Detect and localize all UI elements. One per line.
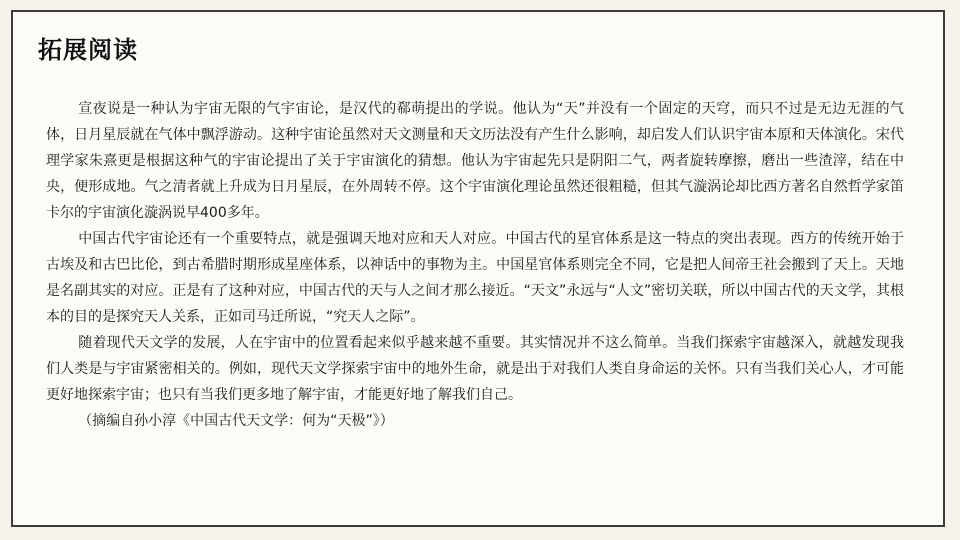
paragraph-2: 中国古代宇宙论还有一个重要特点，就是强调天地对应和天人对应。中国古代的星官体系是这一特点的突出表现。西方的传统开始于古埃及和古巴比伦，到古希腊时期形成星座体系，以神话中的事物为主。中国星官体系则完全不同，它是把人间帝王社会搬到了天上。天地是名副其实的对应。正是有了这种对应，中国古代的天与人之间才那么接近。“天文”永远与“人文”密切关联，所以中国古代的天文学，其根本的目的是探究天人关系，正如司马迁所说，“究天人之际”。 <box>46 231 904 325</box>
paragraph-3: 随着现代天文学的发展，人在宇宙中的位置看起来似乎越来越不重要。其实情况并不这么简单。当我们探索宇宙越深入，就越发现我们人类是与宇宙紧密相关的。例如，现代天文学探索宇宙中的地外生命，就是出于对我们人类自身命运的关怀。只有当我们关心人，才可能更好地探索宇宙；也只有当我们更多地了解宇宙，才能更好地了解我们自己。 <box>46 335 904 403</box>
reading-passage <box>46 96 904 434</box>
paragraph-1: 宣夜说是一种认为宇宙无限的气宇宙论，是汉代的郗萌提出的学说。他认为“天”并没有一个固定的天穹，而只不过是无边无涯的气体，日月星辰就在气体中飘浮游动。这种宇宙论虽然对天文测量和天文历法没有产生什么影响，却启发人们认识宇宙本原和天体演化。宋代理学家朱熹更是根据这种气的宇宙论提出了关于宇宙演化的猜想。他认为宇宙起先只是阴阳二气，两者旋转摩擦，磨出一些渣滓，结在中央，便形成地。气之清者就上升成为日月星辰，在外周转不停。这个宇宙演化理论虽然还很粗糙，但其气漩涡论却比西方著名自然哲学家笛卡尔的宇宙演化漩涡说早400多年。 <box>46 101 904 221</box>
slide-title: 拓展阅读 <box>38 36 138 64</box>
source-citation: （摘编自孙小淳《中国古代天文学：何为“天极”》） <box>78 413 394 429</box>
